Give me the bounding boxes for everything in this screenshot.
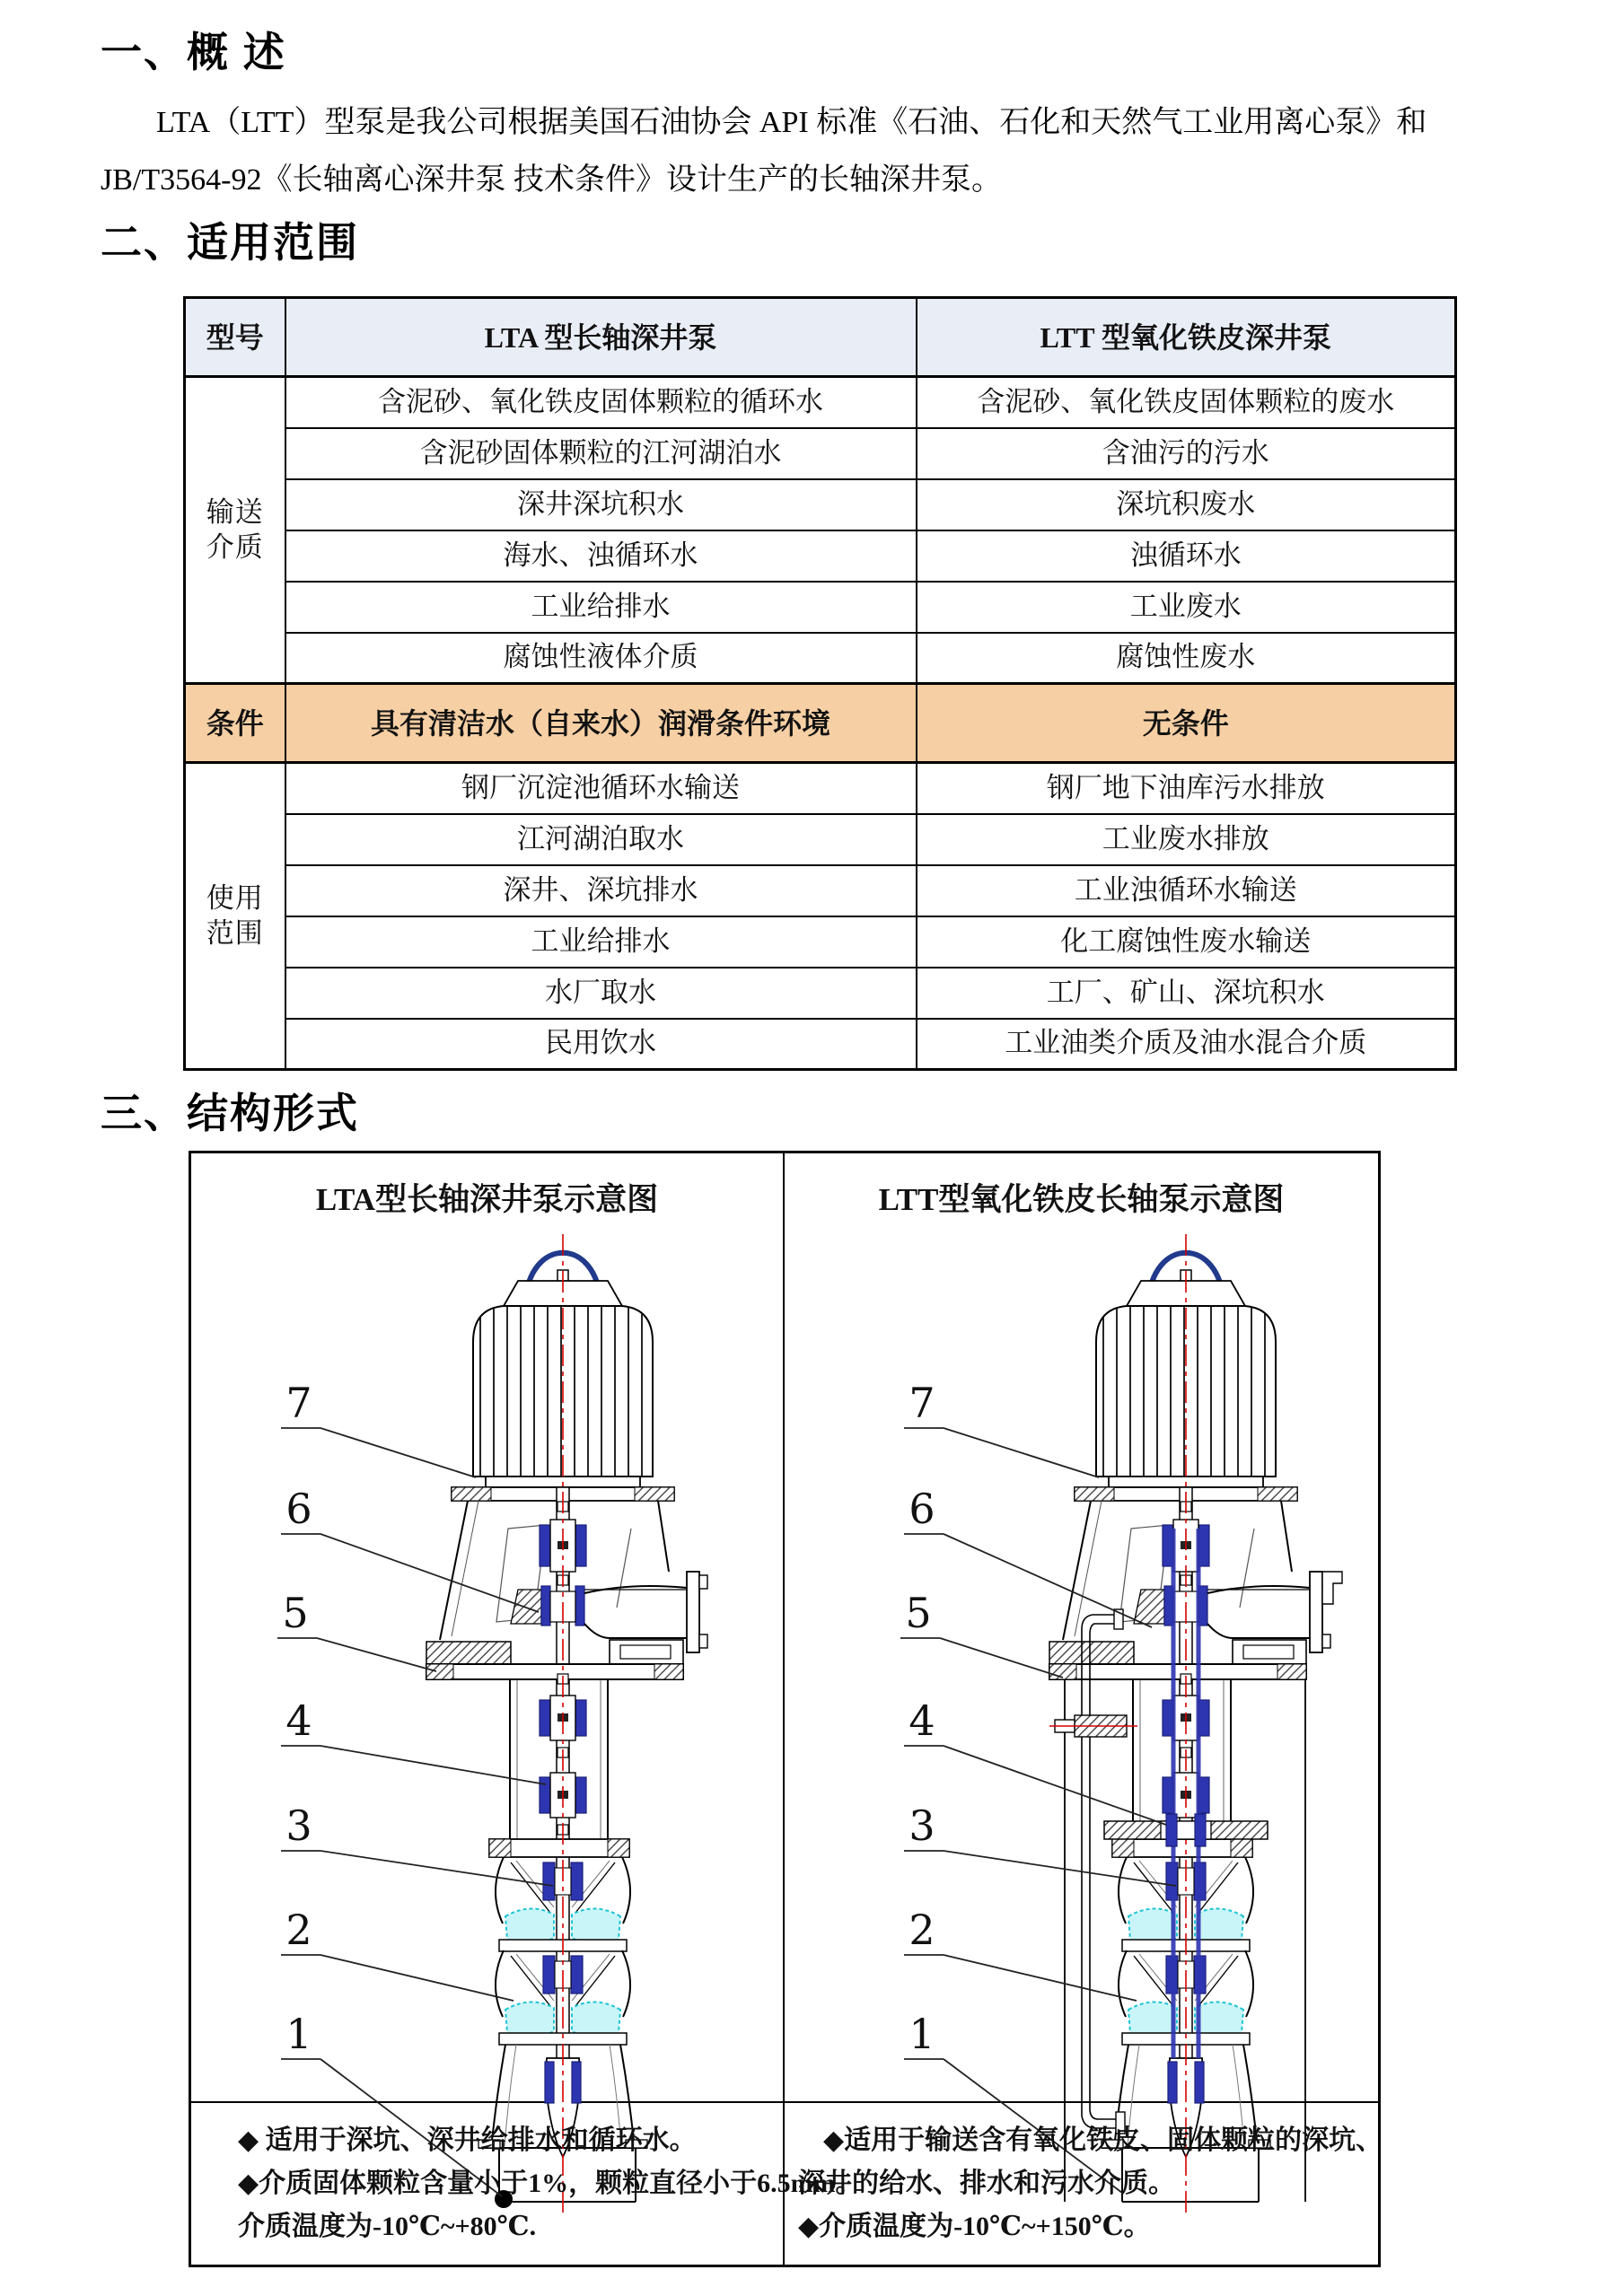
table-cell: 无条件 [917, 684, 1456, 763]
group-label-media-line1: 输送 [206, 495, 264, 528]
table-cell: 工业油类介质及油水混合介质 [917, 1019, 1456, 1070]
part-label: 7 [909, 1379, 935, 1427]
ltt-caption-line3: ◆介质温度为-10℃~+150℃。 [798, 2212, 1151, 2241]
ltt-caption-line2: 深井的给水、排水和污水介质。 [798, 2169, 1175, 2198]
table-cell: 民用饮水 [285, 1019, 917, 1070]
part-label: 6 [285, 1485, 312, 1533]
ltt-caption [798, 2119, 1383, 2248]
header-cell-model: 型号 [185, 298, 285, 377]
part-label: 4 [285, 1696, 312, 1745]
part-label: 5 [282, 1589, 309, 1637]
table-header-row [185, 298, 1456, 377]
table-cell: 含泥砂、氧化铁皮固体颗粒的废水 [917, 377, 1456, 428]
table-cell: 工厂、矿山、深坑积水 [917, 968, 1456, 1019]
part-label: 2 [909, 1906, 935, 1954]
part-label: 7 [285, 1379, 312, 1427]
table-row [185, 530, 1456, 582]
table-row [185, 814, 1456, 865]
table-row [185, 428, 1456, 479]
part-label: 3 [285, 1801, 312, 1850]
table-cell: 深坑积废水 [917, 479, 1456, 530]
table-cell: 腐蚀性废水 [917, 633, 1456, 684]
table-row [185, 479, 1456, 530]
lta-pump-drawing [426, 1234, 707, 2215]
pump-diagram-svg [191, 1153, 1383, 2265]
table-row [185, 633, 1456, 684]
table-cell: 浊循环水 [917, 530, 1456, 582]
figure-right-title: LTT型氧化铁皮长轴泵示意图 [878, 1182, 1285, 1217]
table-cell: 工业浊循环水输送 [917, 865, 1456, 916]
group-label-condition: 条件 [185, 684, 285, 763]
table-cell: 具有清洁水（自来水）润滑条件环境 [285, 684, 917, 763]
table-cell: 深井深坑积水 [285, 479, 917, 530]
table-cell: 化工腐蚀性废水输送 [917, 916, 1456, 968]
table-cell: 工业给排水 [285, 916, 917, 968]
table-cell: 钢厂地下油库污水排放 [917, 763, 1456, 814]
section1-title: 一、概 述 [101, 29, 286, 75]
lta-caption-line3: 介质温度为-10℃~+80℃. [238, 2212, 537, 2241]
part-label: 5 [905, 1589, 932, 1637]
table-row [185, 763, 1456, 814]
application-table [183, 296, 1457, 1071]
table-cell: 含泥砂、氧化铁皮固体颗粒的循环水 [285, 377, 917, 428]
part-label: 1 [285, 2010, 312, 2058]
table-row [185, 1019, 1456, 1070]
table-row [185, 968, 1456, 1019]
part-label: 3 [909, 1801, 935, 1850]
part-label: 2 [285, 1906, 312, 1954]
table-cell: 含泥砂固体颗粒的江河湖泊水 [285, 428, 917, 479]
condition-row [185, 684, 1456, 763]
table-cell: 工业给排水 [285, 582, 917, 633]
lta-caption-line1: ◆ 适用于深坑、深井给排水和循环水。 [238, 2125, 697, 2155]
lta-caption [238, 2119, 863, 2248]
table-cell: 海水、浊循环水 [285, 530, 917, 582]
header-cell-lta: LTA 型长轴深井泵 [285, 298, 917, 377]
figure-left-title: LTA型长轴深井泵示意图 [315, 1182, 659, 1217]
section2-title: 二、适用范围 [101, 219, 359, 266]
table-cell: 水厂取水 [285, 968, 917, 1019]
intro-paragraph-line2: JB/T3564-92《长轴离心深井泵 技术条件》设计生产的长轴深井泵。 [101, 163, 1002, 197]
part-label: 6 [909, 1485, 935, 1533]
table-row [185, 865, 1456, 916]
table-row [185, 582, 1456, 633]
table-cell: 江河湖泊取水 [285, 814, 917, 865]
ltt-caption-line1: ◆适用于输送含有氧化铁皮、固体颗粒的深坑、 [823, 2125, 1383, 2155]
table-cell: 腐蚀性液体介质 [285, 633, 917, 684]
table-cell: 工业废水排放 [917, 814, 1456, 865]
group-label-usage-line2: 范围 [206, 916, 264, 949]
intro-paragraph-line1: LTA（LTT）型泵是我公司根据美国石油协会 API 标准《石油、石化和天然气工业用离心泵》和 [156, 106, 1427, 139]
table-row [185, 916, 1456, 968]
part-label: 4 [909, 1696, 935, 1745]
table-cell: 工业废水 [917, 582, 1456, 633]
section3-title: 三、结构形式 [101, 1090, 359, 1136]
group-label-usage [185, 763, 285, 1070]
lta-caption-line2: ◆介质固体颗粒含量小于1%，颗粒直径小于6.5mm。 [238, 2169, 863, 2198]
group-label-media [185, 377, 285, 684]
table-cell: 深井、深坑排水 [285, 865, 917, 916]
table-cell: 钢厂沉淀池循环水输送 [285, 763, 917, 814]
lta-part-numbers [282, 1379, 312, 2058]
part-label: 1 [909, 2010, 935, 2058]
ltt-part-numbers [905, 1379, 935, 2058]
header-cell-ltt: LTT 型氧化铁皮深井泵 [917, 298, 1456, 377]
structure-figure [189, 1151, 1381, 2267]
group-label-usage-line1: 使用 [206, 881, 264, 914]
group-label-media-line2: 介质 [206, 530, 264, 563]
table-row [185, 377, 1456, 428]
table-cell: 含油污的污水 [917, 428, 1456, 479]
